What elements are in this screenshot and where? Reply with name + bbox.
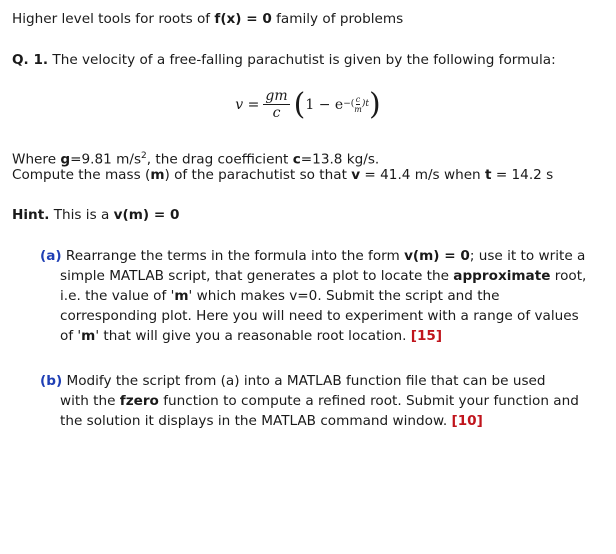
exponent-minus: −( — [343, 99, 355, 109]
formula-fraction — [263, 88, 289, 121]
left-paren: ( — [293, 86, 306, 122]
where-text-3: , the drag coefficient — [146, 151, 293, 168]
symbol-v: v — [351, 167, 361, 183]
page-title — [12, 10, 403, 28]
part-a-text-2c: root, — [550, 268, 587, 284]
exponent-numerator: c — [355, 95, 361, 104]
part-b-text-1: Modify the script from (a) into a MATLAB function file that can be used — [62, 373, 546, 389]
symbol-g: g — [60, 151, 71, 168]
exponent-denominator: m — [354, 105, 362, 114]
question-text: The velocity of a free-falling parachutist is given by the following formula: — [48, 52, 556, 68]
part-a-text-5a: of ' — [60, 328, 82, 344]
part-a-m-2: m — [81, 328, 96, 344]
part-a-text-2a: simple MATLAB script, that generates a plot to locate the — [60, 268, 454, 284]
exponent-end: )t — [361, 99, 369, 109]
part-a-line-4 — [60, 307, 579, 325]
title-suffix: family of problems — [271, 11, 404, 27]
part-b-marks: [10] — [451, 413, 483, 429]
part-b-label: (b) — [40, 373, 63, 389]
formula-exponent — [343, 95, 369, 114]
part-b-text-2a: with the — [60, 393, 120, 409]
compute-text-4: = 14.2 s — [491, 167, 554, 183]
part-a-line-2 — [60, 267, 586, 285]
part-a-approximate: approximate — [453, 268, 551, 284]
where-text-1: Where — [12, 151, 61, 168]
part-a-marks: [15] — [410, 328, 443, 344]
hint-line — [12, 206, 179, 224]
part-a-line-3 — [60, 287, 500, 305]
hint-text: This is a — [49, 207, 114, 223]
question-label: Q. 1. — [12, 52, 49, 68]
compute-line — [12, 166, 553, 184]
hint-label: Hint. — [12, 207, 50, 223]
part-b-line-1 — [40, 372, 546, 390]
part-a-line-1 — [40, 247, 585, 265]
part-a-text-3a: i.e. the value of ' — [60, 288, 175, 304]
formula-denominator: c — [272, 105, 281, 121]
part-a-label: (a) — [40, 248, 62, 264]
part-a-m-1: m — [174, 288, 189, 304]
formula-one-minus-e: 1 − e — [305, 96, 344, 113]
part-b-line-2 — [60, 392, 579, 410]
formula-numerator: gm — [265, 88, 288, 104]
compute-text-1: Compute the mass ( — [12, 167, 151, 183]
part-a-text-3c: ' which makes v=0. Submit the script and the — [188, 288, 500, 304]
part-a-text-1c: ; use it to write a — [469, 248, 586, 264]
compute-text-2: ) of the parachutist so that — [164, 167, 352, 183]
formula-lhs: v = — [235, 96, 260, 113]
compute-text-3: = 41.4 m/s when — [360, 167, 485, 183]
right-paren: ) — [368, 86, 381, 122]
part-b-text-3a: the solution it displays in the MATLAB command window. — [60, 413, 452, 429]
part-a-vm: v(m) = 0 — [404, 248, 470, 264]
title-fx: f(x) = 0 — [214, 11, 272, 27]
where-text-2: =9.81 m/s — [70, 151, 142, 168]
hint-vm: v(m) = 0 — [113, 207, 180, 223]
part-a-line-5 — [60, 327, 442, 345]
exponent-fraction — [354, 95, 362, 114]
part-b-text-2c: function to compute a refined root. Submit your function and — [158, 393, 579, 409]
question-line — [12, 51, 556, 69]
symbol-c: c — [292, 151, 301, 168]
part-b-fzero: fzero — [119, 393, 159, 409]
part-a-text-1a: Rearrange the terms in the formula into the form — [61, 248, 405, 264]
where-text-4: =13.8 kg/s. — [300, 151, 380, 168]
velocity-formula — [0, 88, 616, 121]
part-a-text-5c: ' that will give you a reasonable root location. — [95, 328, 411, 344]
symbol-m: m — [150, 167, 165, 183]
part-b-line-3 — [60, 412, 483, 430]
part-a-text-4: corresponding plot. Here you will need to experiment with a range of values — [60, 308, 579, 324]
symbol-t: t — [485, 167, 492, 183]
superscript-2: 2 — [141, 151, 147, 161]
title-prefix: Higher level tools for roots of — [12, 11, 215, 27]
